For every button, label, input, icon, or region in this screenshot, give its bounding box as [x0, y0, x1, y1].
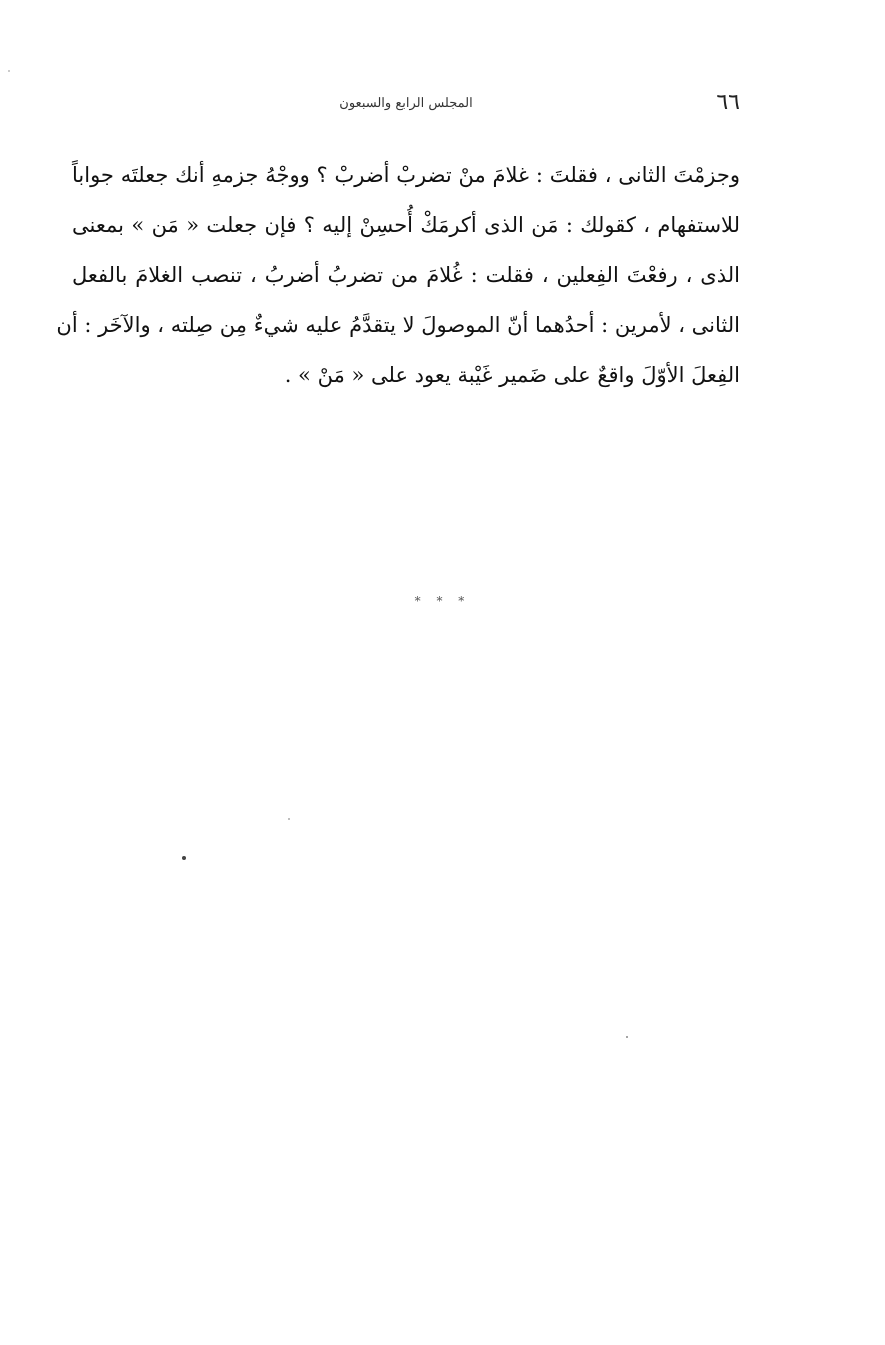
text-line: للاستفهام ، كقولك : مَن الذى أكرمَكْ أُحسِنْ إليه ؟ فإن جعلت « مَن » بمعنى — [72, 213, 740, 237]
scan-speck — [626, 1036, 628, 1038]
section-separator: * * * — [414, 594, 471, 608]
text-line: وجزمْتَ الثانى ، فقلتَ : غلامَ منْ تضربْ أضربْ ؟ ووجْهُ جزمهِ أنك جعلتَه جواباً — [72, 163, 740, 187]
scan-speck — [8, 70, 10, 72]
scan-speck — [182, 856, 186, 860]
page-number: ٦٦ — [716, 90, 740, 115]
running-head: المجلس الرابع والسبعون — [339, 96, 473, 111]
text-line: الذى ، رفعْتَ الفِعلين ، فقلت : غُلامَ من تضربُ أضربُ ، تنصب الغلامَ بالفعل — [72, 263, 740, 287]
scan-speck — [288, 818, 290, 820]
body-paragraph — [56, 150, 740, 400]
text-line: الثانى ، لأمرين : أحدُهما أنّ الموصولَ لا يتقدَّمُ عليه شيءٌ مِن صِلته ، والآخَر : أن — [56, 313, 740, 337]
text-line: الفِعلَ الأوّلَ واقعٌ على ضَمير غَيْبة يعود على « مَنْ » . — [284, 363, 740, 387]
page-header — [72, 88, 740, 122]
